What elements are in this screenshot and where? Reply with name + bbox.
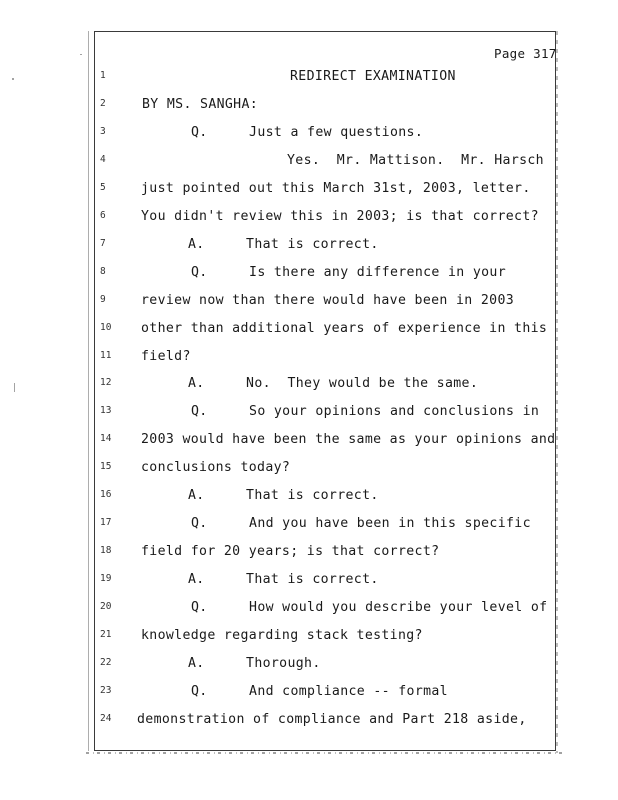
line-number: 21 xyxy=(100,629,112,640)
transcript-line: BY MS. SANGHA: xyxy=(142,97,259,112)
page-edge-line xyxy=(88,31,89,751)
line-number: 6 xyxy=(100,210,106,221)
transcript-line: review now than there would have been in 2003 xyxy=(141,293,515,308)
transcript-line: A. Thorough. xyxy=(188,656,321,671)
transcript-line: other than additional years of experience in this xyxy=(141,321,548,336)
transcript-line: A. That is correct. xyxy=(188,237,379,252)
transcript-line: A. That is correct. xyxy=(188,572,379,587)
line-number: 14 xyxy=(100,433,112,444)
line-number: 20 xyxy=(100,601,112,612)
line-number: 23 xyxy=(100,685,112,696)
line-number: 5 xyxy=(100,182,106,193)
transcript-line: Q. And compliance -- formal xyxy=(191,684,448,699)
transcript-line: conclusions today? xyxy=(141,460,291,475)
line-number: 3 xyxy=(100,126,106,137)
transcript-line: Yes. Mr. Mattison. Mr. Harsch xyxy=(287,153,544,168)
line-number: 11 xyxy=(100,350,112,361)
scan-speck xyxy=(12,78,14,80)
line-number: 17 xyxy=(100,517,112,528)
line-number: 24 xyxy=(100,713,112,724)
line-number: 13 xyxy=(100,405,112,416)
line-number: 7 xyxy=(100,238,106,249)
line-number: 10 xyxy=(100,322,112,333)
line-number: 15 xyxy=(100,461,112,472)
section-heading: REDIRECT EXAMINATION xyxy=(290,69,456,84)
transcript-line: Q. Is there any difference in your xyxy=(191,265,507,280)
transcript-line: just pointed out this March 31st, 2003, letter. xyxy=(141,181,531,196)
transcript-line: field? xyxy=(141,349,191,364)
scan-edge-noise-bottom xyxy=(86,752,562,754)
line-number: 4 xyxy=(100,154,106,165)
line-number: 1 xyxy=(100,70,106,81)
line-number: 2 xyxy=(100,98,106,109)
line-number: 8 xyxy=(100,266,106,277)
transcript-line: Q. Just a few questions. xyxy=(191,125,424,140)
line-number: 16 xyxy=(100,489,112,500)
page-number: Page 317 xyxy=(494,46,557,61)
scan-edge-noise-right xyxy=(556,31,558,753)
line-number: 22 xyxy=(100,657,112,668)
transcript-line: knowledge regarding stack testing? xyxy=(141,628,423,643)
transcript-line: field for 20 years; is that correct? xyxy=(141,544,440,559)
transcript-line: You didn't review this in 2003; is that correct? xyxy=(141,209,539,224)
line-number: 9 xyxy=(100,294,106,305)
scan-speck xyxy=(80,54,82,55)
transcript-line: Q. And you have been in this specific xyxy=(191,516,531,531)
transcript-line: 2003 would have been the same as your opinions and xyxy=(141,432,556,447)
transcript-line: A. That is correct. xyxy=(188,488,379,503)
transcript-line: Q. How would you describe your level of xyxy=(191,600,548,615)
transcript-line: A. No. They would be the same. xyxy=(188,376,479,391)
line-number: 19 xyxy=(100,573,112,584)
line-number: 12 xyxy=(100,377,112,388)
scan-speck xyxy=(14,383,15,392)
transcript-line: Q. So your opinions and conclusions in xyxy=(191,404,540,419)
line-number: 18 xyxy=(100,545,112,556)
transcript-line: demonstration of compliance and Part 218 aside, xyxy=(137,712,527,727)
